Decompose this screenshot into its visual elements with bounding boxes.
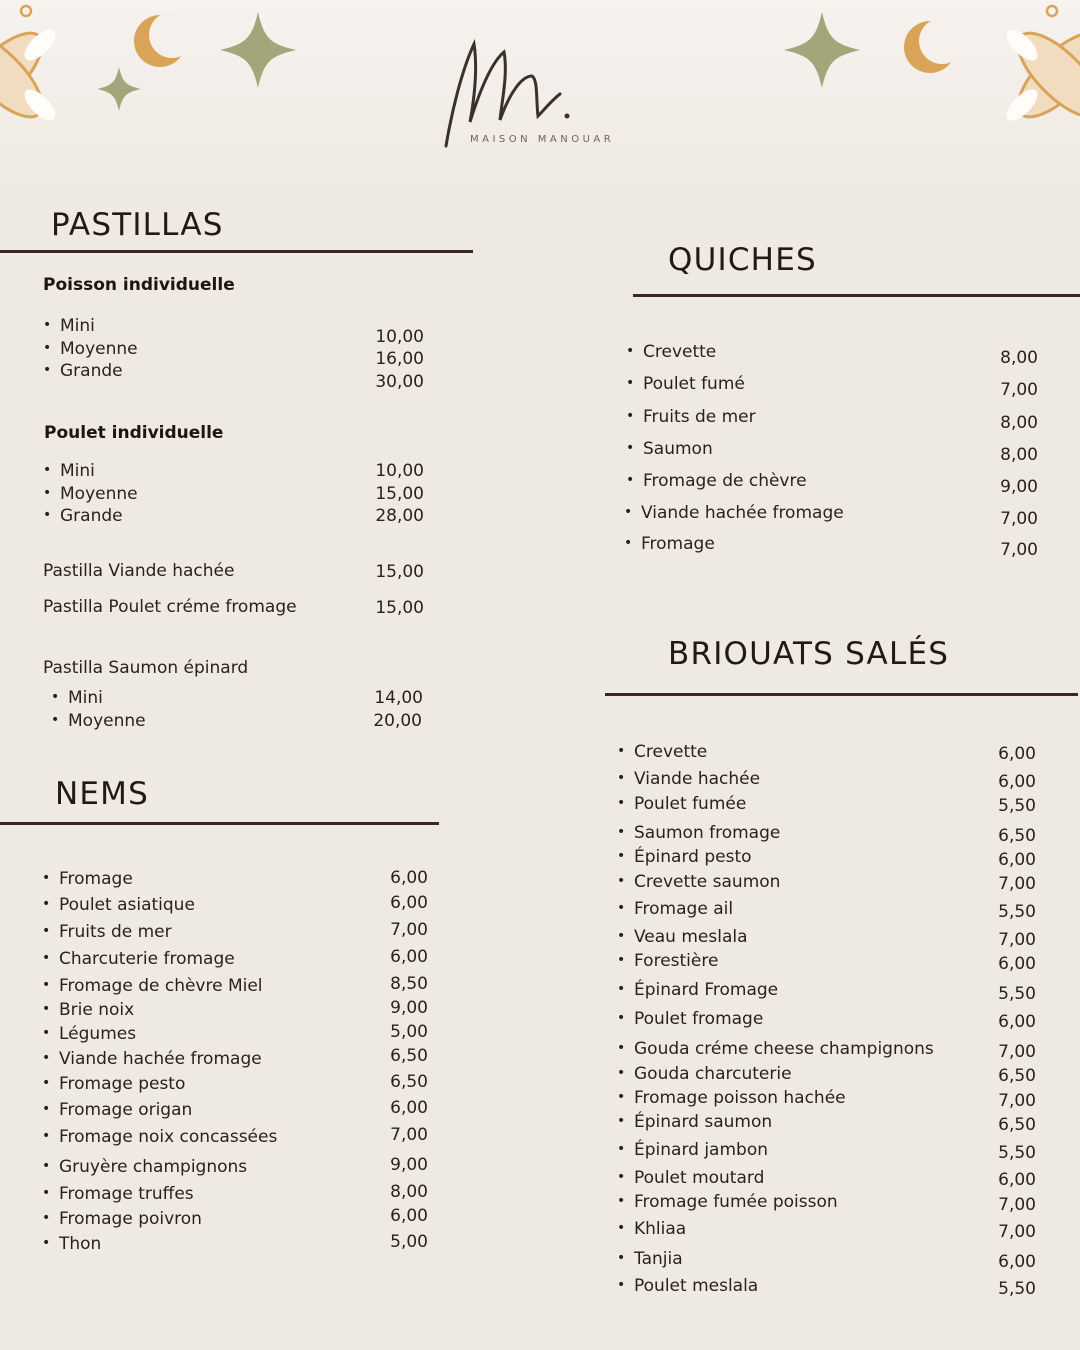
brand-logo-script-m-icon — [440, 30, 580, 150]
nems-divider — [0, 822, 439, 825]
header-banner — [0, 0, 1080, 195]
list-item-name: • Crevette saumon — [634, 872, 780, 892]
list-item-name: • Gruyère champignons — [59, 1157, 247, 1177]
list-item-name: • Crevette — [634, 742, 707, 762]
saumon-group-title: Pastilla Saumon épinard — [43, 658, 249, 678]
list-item-price: 10,00 — [375, 327, 424, 347]
list-item-price: 6,50 — [390, 1072, 428, 1092]
list-item-name: • Fromage de chèvre Miel — [59, 976, 263, 996]
list-item-price: 6,50 — [998, 1115, 1036, 1135]
list-item-price: 7,00 — [1000, 540, 1038, 560]
list-item-name: • Khliaa — [634, 1219, 686, 1239]
list-item-price: 6,00 — [390, 893, 428, 913]
list-item-price: 8,50 — [390, 974, 428, 994]
small-star-decoration-icon — [96, 66, 142, 112]
list-item-price: 7,00 — [1000, 380, 1038, 400]
list-item-price: 7,00 — [998, 874, 1036, 894]
list-item-name: • Fromage — [59, 869, 133, 889]
list-item-price: 6,00 — [998, 954, 1036, 974]
list-item-name: • Épinard jambon — [634, 1140, 768, 1160]
list-item-price: 7,00 — [998, 1091, 1036, 1111]
list-item-name: Pastilla Viande hachée — [43, 561, 235, 581]
list-item-price: 6,50 — [390, 1046, 428, 1066]
ornament-dot-icon — [18, 3, 34, 19]
list-item-name: • Gouda charcuterie — [634, 1064, 792, 1084]
list-item-price: 20,00 — [373, 711, 422, 731]
pastillas-divider — [0, 250, 473, 253]
list-item-price: 6,00 — [998, 1170, 1036, 1190]
pastillas-title: PASTILLAS — [51, 207, 224, 243]
briouats-title: BRIOUATS SALÉS — [668, 636, 950, 672]
list-item-name: • Tanjia — [634, 1249, 683, 1269]
list-item-name: • Fromage ail — [634, 899, 733, 919]
list-item-price: 5,00 — [390, 1022, 428, 1042]
list-item-name: • Thon — [59, 1234, 101, 1254]
list-item-name: Pastilla Poulet créme fromage — [43, 597, 297, 617]
quiches-divider — [633, 294, 1080, 297]
list-item-price: 6,00 — [390, 947, 428, 967]
list-item-name: • Brie noix — [59, 1000, 134, 1020]
list-item-name: • Fruits de mer — [643, 407, 756, 427]
list-item-name: • Fromage pesto — [59, 1074, 185, 1094]
list-item-price: 8,00 — [390, 1182, 428, 1202]
list-item-name: • Fromage fumée poisson — [634, 1192, 838, 1212]
list-item-name: • Fromage noix concassées — [59, 1127, 277, 1147]
list-item-price: 10,00 — [375, 461, 424, 481]
list-item-name: • Poulet fumé — [643, 374, 745, 394]
list-item-price: 9,00 — [390, 998, 428, 1018]
nems-title: NEMS — [55, 776, 150, 812]
list-item-price: 5,00 — [390, 1232, 428, 1252]
list-item-price: 6,00 — [390, 868, 428, 888]
list-item-price: 7,00 — [390, 920, 428, 940]
list-item-name: • Poulet asiatique — [59, 895, 195, 915]
list-item-price: 7,00 — [998, 1222, 1036, 1242]
poisson-group-title: Poisson individuelle — [43, 275, 235, 295]
list-item-price: 7,00 — [1000, 509, 1038, 529]
list-item-price: 6,00 — [390, 1206, 428, 1226]
list-item-price: 14,00 — [374, 688, 423, 708]
list-item-name: • Grande — [60, 361, 123, 381]
list-item-name: • Fromage origan — [59, 1100, 192, 1120]
list-item-name: • Viande hachée fromage — [641, 503, 844, 523]
list-item-price: 30,00 — [375, 372, 424, 392]
poulet-group-title: Poulet individuelle — [44, 423, 224, 443]
list-item-name: • Épinard saumon — [634, 1112, 772, 1132]
list-item-name: • Épinard Fromage — [634, 980, 778, 1000]
list-item-name: • Fromage truffes — [59, 1184, 194, 1204]
list-item-price: 5,50 — [998, 1279, 1036, 1299]
list-item-price: 8,00 — [1000, 445, 1038, 465]
list-item-price: 6,00 — [390, 1098, 428, 1118]
list-item-name: • Crevette — [643, 342, 716, 362]
list-item-name: • Fromage — [641, 534, 715, 554]
list-item-price: 15,00 — [375, 562, 424, 582]
list-item-price: 6,00 — [998, 744, 1036, 764]
list-item-name: • Moyenne — [60, 339, 138, 359]
list-item-name: • Fromage poisson hachée — [634, 1088, 846, 1108]
list-item-price: 5,50 — [998, 796, 1036, 816]
brand-name: MAISON MANOUAR — [470, 134, 615, 145]
quiches-title: QUICHES — [668, 242, 817, 278]
list-item-name: • Gouda créme cheese champignons — [634, 1039, 934, 1059]
list-item-price: 7,00 — [998, 1042, 1036, 1062]
list-item-name: • Charcuterie fromage — [59, 949, 235, 969]
list-item-name: • Fromage poivron — [59, 1209, 202, 1229]
crescent-moon-icon — [900, 14, 960, 79]
list-item-price: 5,50 — [998, 1143, 1036, 1163]
list-item-name: • Poulet meslala — [634, 1276, 758, 1296]
brand-logo — [440, 30, 580, 150]
star-decoration-icon — [782, 10, 862, 90]
list-item-name: • Mini — [60, 316, 95, 336]
flower-decoration-icon — [980, 0, 1080, 150]
list-item-price: 7,00 — [998, 930, 1036, 950]
list-item-name: • Viande hachée — [634, 769, 760, 789]
list-item-price: 15,00 — [375, 598, 424, 618]
list-item-name: • Veau meslala — [634, 927, 748, 947]
flower-decoration-icon — [0, 0, 100, 150]
list-item-price: 5,50 — [998, 984, 1036, 1004]
list-item-name: • Forestière — [634, 951, 718, 971]
list-item-name: • Viande hachée fromage — [59, 1049, 262, 1069]
list-item-name: • Moyenne — [60, 484, 138, 504]
list-item-price: 6,50 — [998, 1066, 1036, 1086]
list-item-price: 6,00 — [998, 1252, 1036, 1272]
list-item-name: • Fruits de mer — [59, 922, 172, 942]
list-item-name: • Grande — [60, 506, 123, 526]
list-item-price: 6,00 — [998, 1012, 1036, 1032]
list-item-price: 6,00 — [998, 850, 1036, 870]
list-item-price: 5,50 — [998, 902, 1036, 922]
list-item-price: 7,00 — [390, 1125, 428, 1145]
list-item-name: • Mini — [68, 688, 103, 708]
list-item-price: 8,00 — [1000, 348, 1038, 368]
list-item-name: • Saumon — [643, 439, 713, 459]
list-item-name: • Poulet moutard — [634, 1168, 764, 1188]
list-item-name: • Poulet fumée — [634, 794, 746, 814]
list-item-price: 6,00 — [998, 772, 1036, 792]
list-item-price: 9,00 — [390, 1155, 428, 1175]
list-item-price: 9,00 — [1000, 477, 1038, 497]
list-item-name: • Épinard pesto — [634, 847, 752, 867]
list-item-name: • Mini — [60, 461, 95, 481]
list-item-price: 6,50 — [998, 826, 1036, 846]
list-item-name: • Moyenne — [68, 711, 146, 731]
list-item-price: 8,00 — [1000, 413, 1038, 433]
list-item-price: 15,00 — [375, 484, 424, 504]
list-item-name: • Légumes — [59, 1024, 136, 1044]
list-item-name: • Saumon fromage — [634, 823, 780, 843]
list-item-name: • Poulet fromage — [634, 1009, 763, 1029]
list-item-price: 28,00 — [375, 506, 424, 526]
briouats-divider — [605, 693, 1078, 696]
star-decoration-icon — [218, 10, 298, 90]
crescent-moon-icon — [130, 8, 190, 73]
list-item-price: 16,00 — [375, 349, 424, 369]
list-item-name: • Fromage de chèvre — [643, 471, 807, 491]
list-item-price: 7,00 — [998, 1195, 1036, 1215]
